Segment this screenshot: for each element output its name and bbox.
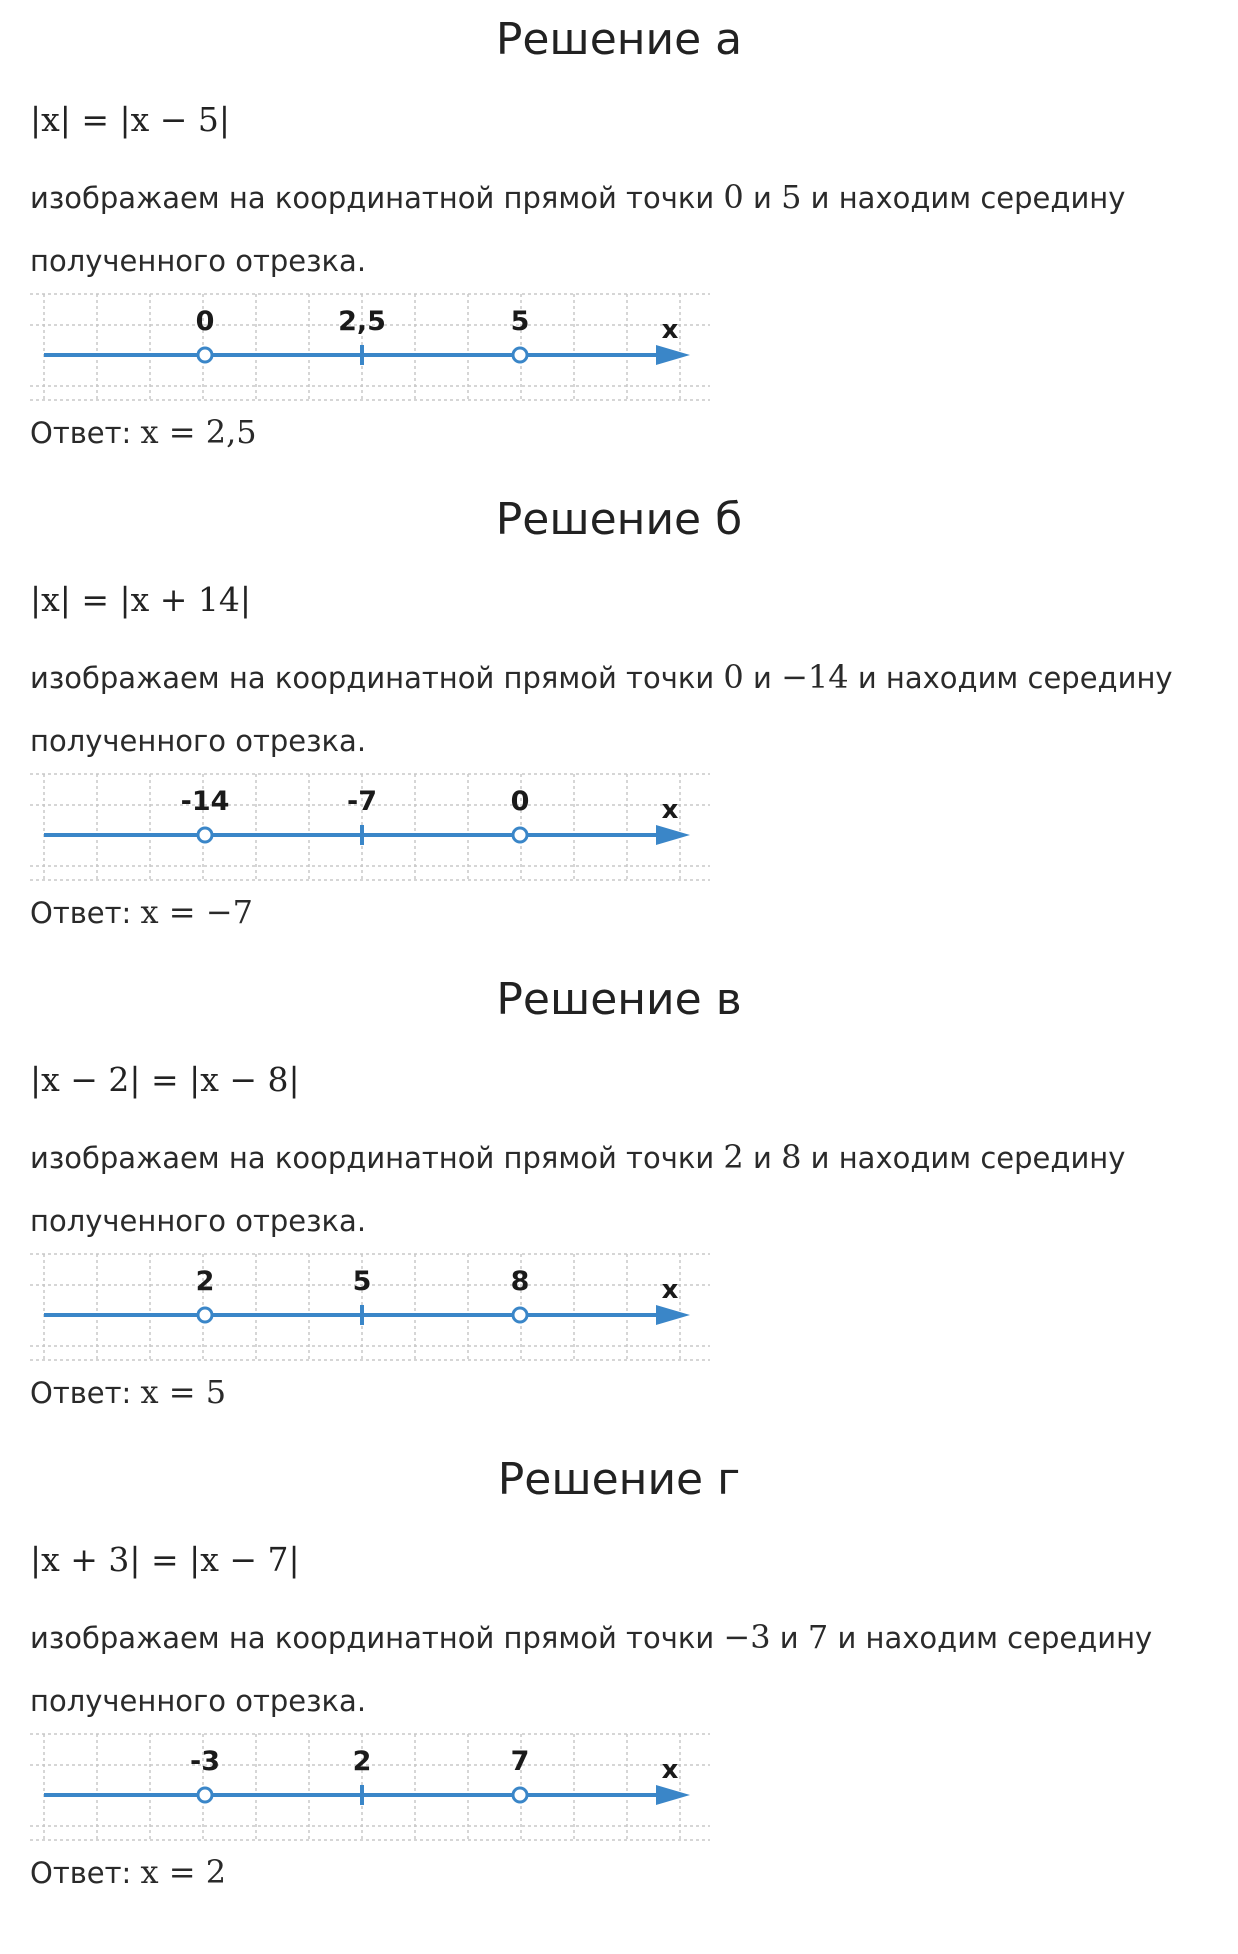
answer-value: x = 5 xyxy=(140,1373,227,1411)
explanation-prefix: изображаем на координатной прямой точки xyxy=(30,1141,724,1175)
tick-label-right: 0 xyxy=(510,786,530,817)
tick-label-right: 7 xyxy=(510,1746,530,1777)
solution-section-c xyxy=(0,970,1238,1450)
equation: |x| = |x + 14| xyxy=(30,580,251,619)
point-2: 5 xyxy=(781,178,802,216)
tick-label-mid: 5 xyxy=(352,1266,372,1297)
explanation-prefix: изображаем на координатной прямой точки xyxy=(30,181,724,215)
left-point-circle-icon xyxy=(198,1308,212,1322)
answer xyxy=(30,1850,226,1895)
answer-label: Ответ: xyxy=(30,1856,141,1890)
equation: |x + 3| = |x − 7| xyxy=(30,1540,300,1579)
explanation-text xyxy=(30,646,1210,773)
axis-name-label: x xyxy=(661,1755,679,1785)
explanation-suffix: и находим середину полученного отрезка. xyxy=(30,661,1173,758)
axis-name-label: x xyxy=(661,315,679,345)
solution-section-d xyxy=(0,1450,1238,1930)
answer-value: x = 2 xyxy=(140,1853,227,1891)
right-point-circle-icon xyxy=(513,348,527,362)
axis-name-label: x xyxy=(661,1275,679,1305)
section-heading: Решение б xyxy=(495,494,743,545)
tick-label-left: 2 xyxy=(195,1266,215,1297)
explanation-suffix: и находим середину полученного отрезка. xyxy=(30,181,1126,278)
point-2: −14 xyxy=(781,658,849,696)
answer-label: Ответ: xyxy=(30,1376,141,1410)
point-2: 8 xyxy=(781,1138,802,1176)
point-1: 2 xyxy=(723,1138,744,1176)
answer xyxy=(30,890,253,935)
explanation-text xyxy=(30,1126,1210,1253)
explanation-suffix: и находим середину полученного отрезка. xyxy=(30,1621,1153,1718)
point-1: −3 xyxy=(723,1618,771,1656)
axis-arrow-icon xyxy=(656,345,690,365)
answer xyxy=(30,1370,226,1415)
left-point-circle-icon xyxy=(198,828,212,842)
axis-arrow-icon xyxy=(656,1305,690,1325)
equation: |x − 2| = |x − 8| xyxy=(30,1060,300,1099)
number-line xyxy=(30,770,730,885)
explanation-prefix: изображаем на координатной прямой точки xyxy=(30,661,724,695)
tick-label-right: 5 xyxy=(510,306,530,337)
section-heading: Решение в xyxy=(496,974,742,1025)
number-line xyxy=(30,1730,730,1845)
number-line xyxy=(30,290,730,405)
point-1: 0 xyxy=(723,658,744,696)
tick-label-mid: 2 xyxy=(352,1746,372,1777)
axis-name-label: x xyxy=(661,795,679,825)
explanation-text xyxy=(30,1606,1210,1733)
explanation-prefix: изображаем на координатной прямой точки xyxy=(30,1621,724,1655)
section-heading: Решение г xyxy=(497,1454,741,1505)
answer xyxy=(30,410,257,455)
tick-label-left: -3 xyxy=(190,1746,220,1777)
axis-arrow-icon xyxy=(656,1785,690,1805)
explanation-middle: и xyxy=(743,1141,782,1175)
point-1: 0 xyxy=(723,178,744,216)
section-heading: Решение а xyxy=(495,14,743,65)
tick-label-mid: 2,5 xyxy=(338,306,386,337)
answer-value: x = −7 xyxy=(140,893,253,931)
left-point-circle-icon xyxy=(198,348,212,362)
tick-label-mid: -7 xyxy=(347,786,377,817)
explanation-middle: и xyxy=(770,1621,808,1655)
solution-section-a xyxy=(0,10,1238,490)
explanation-middle: и xyxy=(743,661,782,695)
equation: |x| = |x − 5| xyxy=(30,100,230,139)
right-point-circle-icon xyxy=(513,828,527,842)
right-point-circle-icon xyxy=(513,1788,527,1802)
explanation-text xyxy=(30,166,1210,293)
solution-section-b xyxy=(0,490,1238,970)
tick-label-right: 8 xyxy=(510,1266,530,1297)
answer-value: x = 2,5 xyxy=(140,413,257,451)
left-point-circle-icon xyxy=(198,1788,212,1802)
tick-label-left: -14 xyxy=(180,786,230,817)
number-line xyxy=(30,1250,730,1365)
answer-label: Ответ: xyxy=(30,416,141,450)
tick-label-left: 0 xyxy=(195,306,215,337)
explanation-suffix: и находим середину полученного отрезка. xyxy=(30,1141,1126,1238)
axis-arrow-icon xyxy=(656,825,690,845)
point-2: 7 xyxy=(807,1618,829,1656)
right-point-circle-icon xyxy=(513,1308,527,1322)
answer-label: Ответ: xyxy=(30,896,141,930)
explanation-middle: и xyxy=(743,181,782,215)
